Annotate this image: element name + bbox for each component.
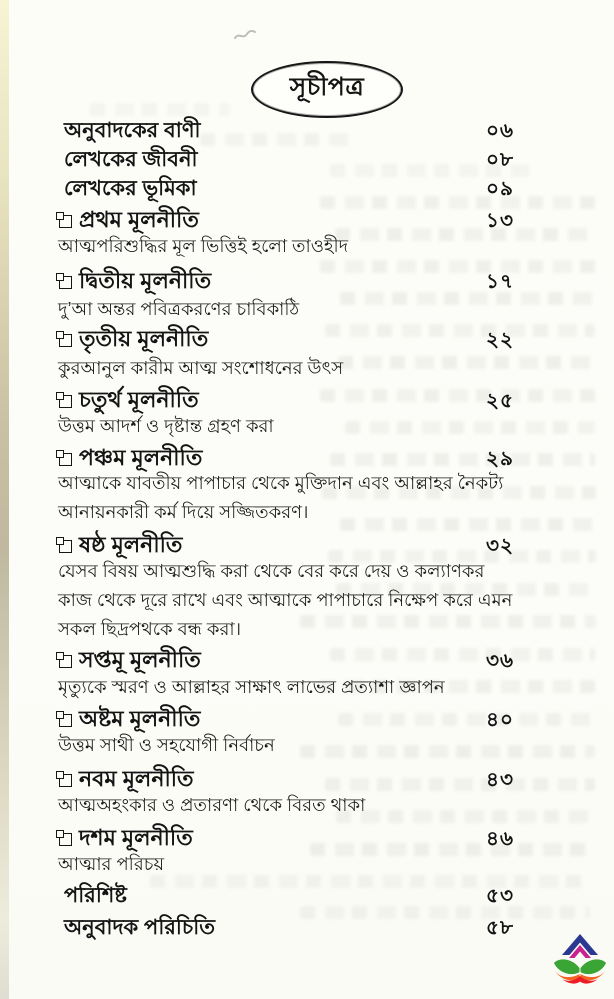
toc-entry-page: ০৮ xyxy=(486,149,514,171)
toc-row xyxy=(58,172,514,207)
toc-entry-page: ২৯ xyxy=(486,448,514,470)
toc-entry-page: ০৯ xyxy=(486,178,514,200)
toc-entry-title: সপ্তমূ মূলনীতি xyxy=(79,647,201,672)
table-of-contents xyxy=(58,0,514,999)
toc-entry-title: অষ্টম মূলনীতি xyxy=(79,706,201,731)
nested-squares-icon xyxy=(59,655,72,668)
nested-squares-icon xyxy=(59,774,72,787)
toc-entry-subtitle: কুরআনুল কারীম আত্ম সংশোধনের উৎস xyxy=(58,358,344,378)
toc-entry-title: দ্বিতীয় মূলনীতি xyxy=(79,268,212,293)
toc-entry-page: ১৩ xyxy=(486,210,514,232)
nested-squares-icon xyxy=(59,215,72,228)
nested-squares-icon xyxy=(59,334,72,347)
toc-entry-page: ৪৬ xyxy=(486,828,514,850)
toc-entry-page: ৩৬ xyxy=(485,650,514,672)
toc-entry-title: লেখকের ভূমিকা xyxy=(64,177,197,200)
toc-entry-page: ৪৩ xyxy=(486,769,514,791)
toc-entry-title: তৃতীয় মূলনীতি xyxy=(79,326,209,351)
toc-entry-title: দশম মূলনীতি xyxy=(79,825,193,850)
nested-squares-icon xyxy=(59,714,72,727)
toc-entry-title: পরিশিষ্ট xyxy=(64,884,127,907)
toc-row xyxy=(58,911,514,946)
nested-squares-icon xyxy=(59,395,72,408)
toc-entry-subtitle: যেসব বিষয় আত্মশুদ্ধি করা থেকে বের করে দেয় ও কল্যাণকর কাজ থেকে দূরে রাখে এবং আত্মাকে পাপাচারে নিক্ষেপ করে এমন সকল ছিদ্রপথকে বন্ধ করা। xyxy=(58,561,513,639)
page-title: সূচীপত্র xyxy=(289,73,365,101)
toc-entry-subtitle: দু’আ অন্তর পবিত্রকরণের চাবিকাঠি xyxy=(58,299,300,319)
toc-entry-subtitle: আত্মপরিশুদ্ধির মূল ভিত্তিই হলো তাওহীদ xyxy=(58,236,349,256)
toc-entry-page: ১৭ xyxy=(486,271,514,293)
page-gutter-shadow xyxy=(0,0,9,999)
publisher-logo open-book-icon xyxy=(551,931,609,989)
toc-entry-page: ৫৮ xyxy=(486,917,514,939)
toc-entry-subtitle: আত্মঅহংকার ও প্রতারণা থেকে বিরত থাকা xyxy=(58,795,366,815)
toc-entry-title: লেখকের জীবনী xyxy=(64,148,198,171)
toc-entry-title: পঞ্চম মূলনীতি xyxy=(79,445,203,470)
toc-entry-title: প্রথম মূলনীতি xyxy=(79,207,199,232)
toc-entry-title: চতুর্থ মূলনীতি xyxy=(79,387,199,412)
toc-entry-page: ২২ xyxy=(485,329,514,351)
toc-entry-page: ৫৩ xyxy=(486,885,514,907)
toc-entry-page: ০৬ xyxy=(485,120,514,142)
nested-squares-icon xyxy=(59,540,72,553)
toc-entry-page: ৪০ xyxy=(486,709,514,731)
toc-entry-title: ষষ্ঠ মূলনীতি xyxy=(79,532,183,557)
toc-entry-subtitle: আত্মার পরিচয় xyxy=(58,854,165,874)
toc-entry-subtitle: উত্তম আদর্শ ও দৃষ্টান্ত গ্রহণ করা xyxy=(58,416,274,436)
toc-entry-subtitle: মৃত্যুকে স্মরণ ও আল্লাহর সাক্ষাৎ লাভের প্রত্যাশা জ্ঞাপন xyxy=(58,677,445,697)
nested-squares-icon xyxy=(59,453,72,466)
nested-squares-icon xyxy=(59,276,72,289)
nested-squares-icon xyxy=(59,833,72,846)
toc-row xyxy=(58,879,514,914)
toc-entry-page: ২৫ xyxy=(486,390,514,412)
toc-entry-title: অনুবাদকের বাণী xyxy=(64,119,201,142)
toc-entry-title: নবম মূলনীতি xyxy=(79,766,194,791)
toc-entry-subtitle: উত্তম সাথী ও সহযোগী নির্বাচন xyxy=(58,735,275,755)
toc-entry-page: ৩২ xyxy=(485,535,514,557)
toc-entry-subtitle: আত্মাকে যাবতীয় পাপাচার থেকে মুক্তিদান এবং আল্লাহর নৈকট্য আনায়নকারী কর্ম দিয়ে সজ্জিতকরণ। xyxy=(58,473,504,522)
toc-entry-title: অনুবাদক পরিচিতি xyxy=(64,916,215,939)
